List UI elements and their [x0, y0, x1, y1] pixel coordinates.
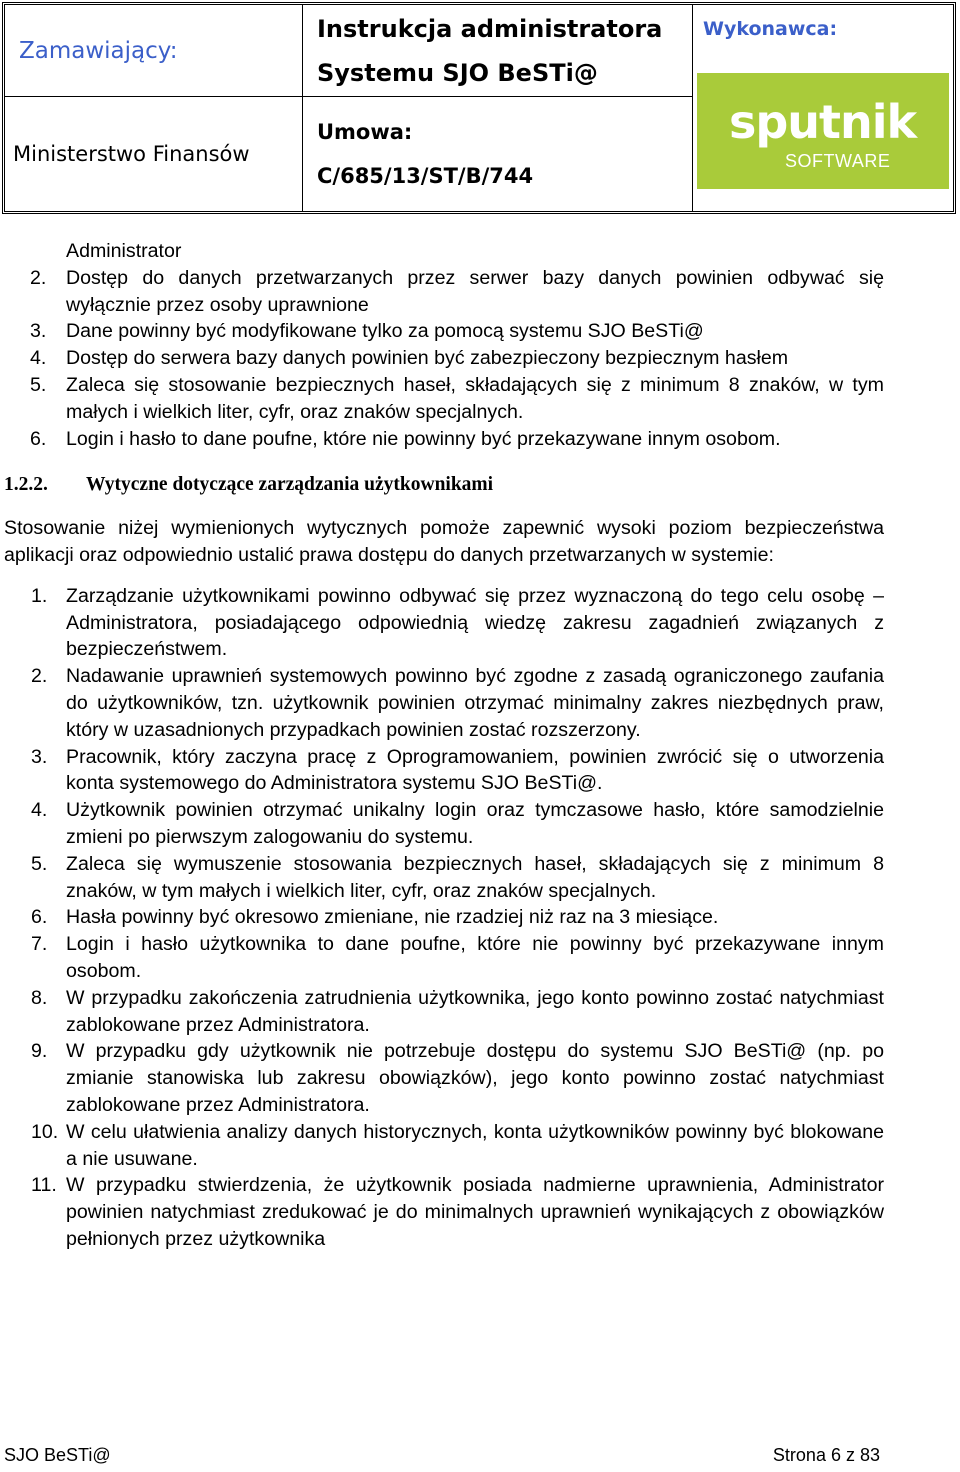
list-item [0, 318, 884, 345]
contract-number: C/685/13/ST/B/744 [317, 164, 534, 188]
list-item [0, 372, 884, 426]
list-number: 3. [30, 320, 47, 343]
list-number: 4. [31, 799, 48, 822]
list-1 [0, 265, 884, 453]
contractor-label: Wykonawca: [703, 18, 838, 40]
list-2 [0, 583, 884, 1253]
list-text: W przypadku stwierdzenia, że użytkownik posiada nadmierne uprawnienia, Administrator powinien natychmiast zredukować je do minimalnych uprawnień wynikających z obowiązków pełnionych przez użytkownika [66, 1174, 884, 1250]
contract-info [303, 97, 692, 211]
document-header [2, 2, 956, 214]
list-text: Zaleca się wymuszenie stosowania bezpiecznych haseł, składających się z minimum 8 znaków, w tym małych i wielkich liter, cyfr, oraz znaków specjalnych. [66, 852, 884, 902]
list-text: Login i hasło użytkownika to dane poufne, które nie powinny być przekazywane innym osobom. [66, 933, 884, 982]
section-heading [4, 472, 884, 499]
list-text: Nadawanie uprawnień systemowych powinno być zgodne z zasadą ograniczonego zaufania do użytkowników, tzn. użytkownik powinien otrzymać minimalny zakres niezbędnych praw, który w uzasadnionych przypadkach powinien zostać rozszerzony. [66, 665, 884, 741]
list-carry-over: Administrator [66, 240, 182, 262]
list-text: Dostęp do serwera bazy danych powinien być zabezpieczony bezpiecznym hasłem [66, 347, 789, 370]
list-number: 3. [31, 745, 48, 768]
list-text: Użytkownik powinien otrzymać unikalny login oraz tymczasowe hasło, które samodzielnie zmieni po pierwszym zalogowaniu do systemu. [66, 799, 884, 848]
list-text: W przypadku zakończenia zatrudnienia użytkownika, jego konto powinno zostać natychmiast zablokowane przez Administratora. [66, 986, 884, 1036]
list-text: W przypadku gdy użytkownik nie potrzebuje dostępu do systemu SJO BeSTi@ (np. po zmianie stanowiska lub zakresu obowiązków), jego konto powinno zostać natychmiast zablokowane przez Administratora. [66, 1040, 884, 1116]
list-item [0, 744, 884, 798]
list-item [0, 426, 884, 453]
list-item [0, 904, 884, 931]
list-item [0, 345, 884, 372]
list-number: 5. [30, 373, 47, 396]
list-text: Zarządzanie użytkownikami powinno odbywać się przez wyznaczoną do tego celu osobę – Administratora, posiadającego odpowiednią wiedzę zakresu zagadnień związanych z bezpieczeństwem. [66, 584, 884, 661]
section-intro: Stosowanie niżej wymienionych wytycznych pomoże zapewnić wysoki poziom bezpieczeństwa aplikacji oraz odpowiednio ustalić prawa dostępu do danych przetwarzanych w systemie: [4, 517, 884, 566]
list-item [0, 851, 884, 905]
list-number: 1. [31, 584, 48, 607]
list-item [0, 583, 884, 663]
client-cell [5, 5, 303, 211]
section-number: 1.2.2. [4, 474, 48, 496]
list-number: 4. [30, 347, 47, 370]
title-cell [303, 5, 693, 211]
list-text: Dane powinny być modyfikowane tylko za pomocą systemu SJO BeSTi@ [66, 320, 704, 343]
list-text: Login i hasło to dane poufne, które nie powinny być przekazywane innym osobom. [66, 427, 781, 450]
list-item [0, 985, 884, 1039]
list-number: 5. [31, 852, 48, 875]
footer-product: SJO BeSTi@ [4, 1445, 111, 1465]
contract-label: Umowa: [317, 120, 413, 144]
list-item [0, 265, 884, 319]
list-item [0, 1172, 884, 1252]
page-footer [4, 1445, 880, 1466]
logo-sub: SOFTWARE [785, 151, 891, 171]
title-line-1: Instrukcja administratora [317, 14, 663, 43]
sputnik-logo [697, 73, 949, 189]
logo-name: sputnik [729, 95, 917, 149]
list-item [0, 1119, 884, 1173]
list-number: 9. [31, 1040, 48, 1063]
list-number: 2. [30, 266, 47, 289]
list-number: 7. [31, 933, 48, 956]
list-text: Pracownik, który zaczyna pracę z Oprogramowaniem, powinien zwrócić się o utworzenia konta systemowego do Administratora systemu SJO BeSTi@. [66, 745, 884, 795]
list-item [0, 931, 884, 985]
document-title [303, 5, 692, 97]
list-text: Dostęp do danych przetwarzanych przez serwer bazy danych powinien odbywać się wyłącznie przez osoby uprawnione [66, 266, 884, 316]
list-number: 2. [31, 665, 48, 688]
list-number: 10. [31, 1120, 59, 1143]
list-text: Hasła powinny być okresowo zmieniane, nie rzadziej niż raz na 3 miesiące. [66, 906, 719, 929]
list-number: 6. [31, 906, 48, 929]
section-title: Wytyczne dotyczące zarządzania użytkownikami [86, 474, 494, 496]
list-number: 8. [31, 986, 48, 1009]
title-line-2: Systemu SJO BeSTi@ [317, 58, 598, 87]
list-number: 11. [31, 1174, 57, 1197]
list-item [0, 1038, 884, 1118]
document-body [0, 238, 884, 1253]
client-name: Ministerstwo Finansów [13, 142, 250, 166]
list-text: Zaleca się stosowanie bezpiecznych haseł, składających się z minimum 8 znaków, w tym małych i wielkich liter, cyfr, oraz znaków specjalnych. [66, 373, 884, 423]
list-text: W celu ułatwienia analizy danych historycznych, konta użytkowników powinny być blokowane a nie usuwane. [66, 1120, 884, 1170]
contractor-cell [693, 5, 953, 211]
page-number: Strona 6 z 83 [772, 1445, 880, 1465]
list-item [0, 797, 884, 851]
client-label: Zamawiający: [5, 5, 302, 97]
list-item [0, 663, 884, 743]
list-number: 6. [30, 427, 47, 450]
